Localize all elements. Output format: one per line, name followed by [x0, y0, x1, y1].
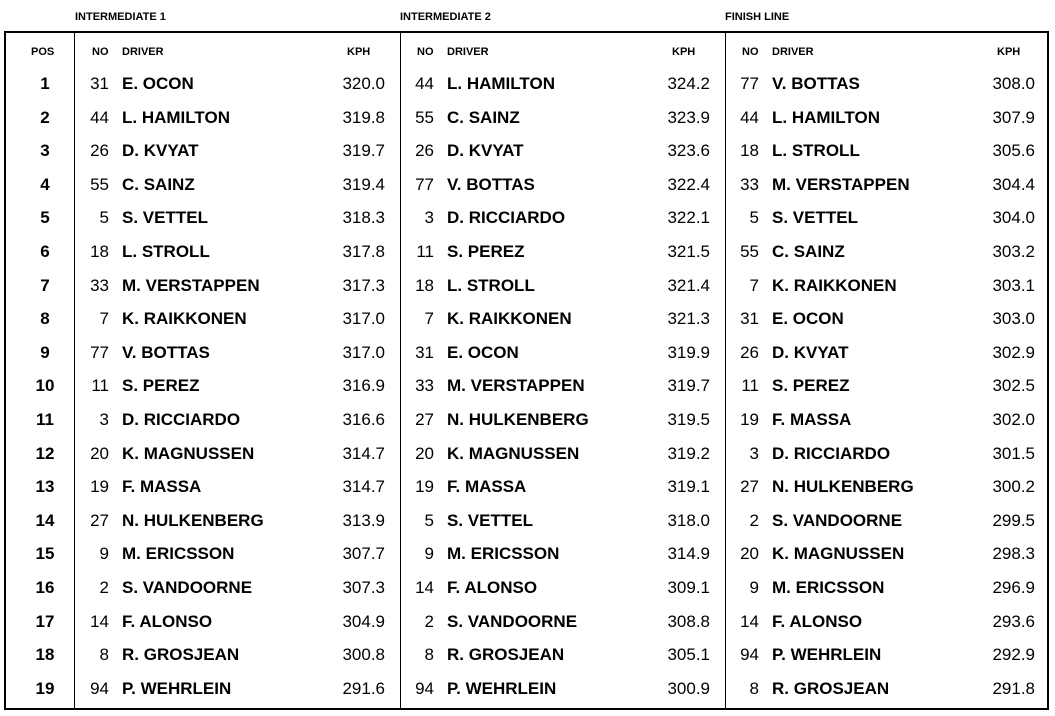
speed-value: 291.8 — [992, 678, 1035, 698]
position-number: 6 — [40, 242, 50, 261]
driver-header: DRIVER — [122, 46, 164, 58]
car-number: 55 — [415, 107, 434, 127]
car-number: 5 — [99, 208, 109, 228]
car-number: 55 — [740, 242, 759, 261]
speed-value: 317.0 — [342, 309, 385, 329]
speed-value: 319.2 — [667, 443, 710, 463]
car-number: 31 — [740, 309, 759, 329]
driver-name: K. MAGNUSSEN — [447, 443, 580, 463]
driver-name: F. MASSA — [122, 477, 202, 497]
car-number: 2 — [99, 578, 109, 597]
position-number: 7 — [40, 275, 50, 295]
section-title: INTERMEDIATE 2 — [400, 11, 491, 23]
column-divider — [74, 33, 75, 708]
car-number: 20 — [415, 443, 434, 463]
speed-value: 308.0 — [992, 74, 1035, 93]
pos-header: POS — [31, 46, 55, 58]
speed-value: 319.9 — [667, 342, 710, 362]
car-number: 31 — [90, 74, 109, 93]
driver-name: F. ALONSO — [772, 611, 863, 631]
car-number: 14 — [740, 611, 759, 631]
driver-name: L. STROLL — [122, 242, 210, 261]
column-divider — [725, 33, 726, 708]
driver-name: K. RAIKKONEN — [122, 309, 247, 329]
driver-name: S. VETTEL — [772, 208, 858, 228]
speed-value: 318.3 — [342, 208, 385, 228]
driver-name: N. HULKENBERG — [772, 477, 914, 497]
car-number: 8 — [99, 645, 109, 665]
no-header: NO — [92, 46, 109, 58]
position-number: 16 — [35, 578, 55, 597]
position-number: 8 — [40, 309, 50, 329]
driver-name: R. GROSJEAN — [122, 645, 240, 665]
kph-header: KPH — [672, 46, 696, 58]
driver-name: R. GROSJEAN — [772, 678, 890, 698]
no-header: NO — [417, 46, 434, 58]
car-number: 27 — [415, 410, 434, 429]
driver-name: P. WEHRLEIN — [122, 678, 232, 698]
position-number: 15 — [35, 544, 55, 564]
speed-value: 303.1 — [992, 275, 1035, 295]
table-frame — [4, 31, 1049, 710]
section-title: INTERMEDIATE 1 — [75, 11, 166, 23]
driver-name: S. PEREZ — [122, 376, 200, 396]
car-number: 7 — [424, 309, 434, 329]
driver-name: V. BOTTAS — [122, 342, 210, 362]
speed-value: 321.5 — [667, 242, 710, 261]
driver-name: S. VANDOORNE — [122, 578, 253, 597]
car-number: 5 — [749, 208, 759, 228]
speed-value: 307.9 — [992, 107, 1035, 127]
car-number: 33 — [90, 275, 109, 295]
car-number: 3 — [424, 208, 434, 228]
car-number: 55 — [90, 174, 109, 194]
driver-name: N. HULKENBERG — [122, 510, 264, 530]
driver-name: M. VERSTAPPEN — [447, 376, 585, 396]
car-number: 31 — [415, 342, 434, 362]
speed-value: 322.4 — [667, 174, 710, 194]
car-number: 8 — [749, 678, 759, 698]
driver-name: D. RICCIARDO — [122, 410, 241, 429]
driver-name: K. RAIKKONEN — [447, 309, 572, 329]
car-number: 19 — [90, 477, 109, 497]
speed-value: 324.2 — [667, 74, 710, 93]
driver-name: S. VETTEL — [122, 208, 208, 228]
driver-name: E. OCON — [122, 74, 194, 93]
speed-value: 316.9 — [342, 376, 385, 396]
car-number: 19 — [415, 477, 434, 497]
car-number: 2 — [749, 510, 759, 530]
driver-header: DRIVER — [447, 46, 489, 58]
speed-value: 304.4 — [992, 174, 1035, 194]
speed-value: 302.0 — [992, 410, 1035, 429]
speed-value: 321.3 — [667, 309, 710, 329]
speed-value: 300.2 — [992, 477, 1035, 497]
car-number: 44 — [90, 107, 109, 127]
driver-name: S. PEREZ — [447, 242, 525, 261]
speed-value: 303.2 — [992, 242, 1035, 261]
speed-value: 308.8 — [667, 611, 710, 631]
speed-value: 319.5 — [667, 410, 710, 429]
driver-name: D. KVYAT — [122, 141, 199, 161]
position-number: 2 — [40, 107, 50, 127]
driver-name: C. SAINZ — [772, 242, 845, 261]
position-number: 9 — [40, 342, 50, 362]
speed-value: 304.9 — [342, 611, 385, 631]
driver-name: M. VERSTAPPEN — [122, 275, 260, 295]
driver-name: L. HAMILTON — [447, 74, 555, 93]
driver-name: R. GROSJEAN — [447, 645, 565, 665]
car-number: 3 — [749, 443, 759, 463]
speed-value: 314.7 — [342, 477, 385, 497]
driver-name: L. STROLL — [447, 275, 535, 295]
speed-value: 309.1 — [667, 578, 710, 597]
speed-value: 319.1 — [667, 477, 710, 497]
car-number: 14 — [415, 578, 434, 597]
car-number: 77 — [90, 342, 109, 362]
driver-name: S. VANDOORNE — [447, 611, 578, 631]
driver-name: N. HULKENBERG — [447, 410, 589, 429]
car-number: 11 — [741, 376, 759, 396]
position-number: 3 — [40, 141, 50, 161]
driver-name: L. STROLL — [772, 141, 860, 161]
position-number: 18 — [35, 645, 55, 665]
car-number: 26 — [415, 141, 434, 161]
car-number: 14 — [90, 611, 109, 631]
driver-name: M. ERICSSON — [447, 544, 560, 564]
position-number: 14 — [35, 510, 55, 530]
car-number: 94 — [415, 678, 434, 698]
position-number: 13 — [35, 477, 55, 497]
driver-name: C. SAINZ — [447, 107, 520, 127]
driver-header: DRIVER — [772, 46, 814, 58]
car-number: 20 — [740, 544, 759, 564]
kph-header: KPH — [997, 46, 1021, 58]
speed-value: 292.9 — [992, 645, 1035, 665]
kph-header: KPH — [347, 46, 371, 58]
speed-value: 299.5 — [992, 510, 1035, 530]
driver-name: D. KVYAT — [447, 141, 524, 161]
speed-value: 319.4 — [342, 174, 385, 194]
car-number: 44 — [740, 107, 759, 127]
speed-value: 320.0 — [342, 74, 385, 93]
position-number: 10 — [35, 376, 55, 396]
driver-name: M. VERSTAPPEN — [772, 174, 910, 194]
car-number: 19 — [740, 410, 759, 429]
car-number: 11 — [91, 376, 109, 396]
car-number: 7 — [99, 309, 109, 329]
driver-name: D. RICCIARDO — [772, 443, 891, 463]
speed-value: 323.6 — [667, 141, 710, 161]
car-number: 26 — [740, 342, 759, 362]
car-number: 5 — [424, 510, 434, 530]
speed-value: 319.8 — [342, 107, 385, 127]
car-number: 77 — [740, 74, 759, 93]
speed-value: 317.3 — [342, 275, 385, 295]
car-number: 7 — [749, 275, 759, 295]
car-number: 20 — [90, 443, 109, 463]
driver-name: F. ALONSO — [122, 611, 213, 631]
driver-name: D. KVYAT — [772, 342, 849, 362]
driver-name: K. MAGNUSSEN — [122, 443, 255, 463]
speed-value: 302.5 — [992, 376, 1035, 396]
driver-name: F. MASSA — [772, 410, 852, 429]
car-number: 18 — [90, 242, 109, 261]
speed-value: 317.0 — [342, 342, 385, 362]
speed-value: 319.7 — [667, 376, 710, 396]
speed-value: 303.0 — [992, 309, 1035, 329]
speed-value: 322.1 — [667, 208, 710, 228]
driver-name: S. PEREZ — [772, 376, 850, 396]
car-number: 11 — [416, 242, 434, 261]
speed-value: 313.9 — [342, 510, 385, 530]
car-number: 2 — [424, 611, 434, 631]
car-number: 8 — [424, 645, 434, 665]
car-number: 9 — [749, 578, 759, 597]
speed-value: 316.6 — [342, 410, 385, 429]
speed-value: 319.7 — [342, 141, 385, 161]
speed-value: 300.9 — [667, 678, 710, 698]
position-number: 11 — [36, 410, 54, 429]
car-number: 18 — [740, 141, 759, 161]
car-number: 18 — [415, 275, 434, 295]
driver-name: M. ERICSSON — [122, 544, 235, 564]
driver-name: K. RAIKKONEN — [772, 275, 897, 295]
driver-name: C. SAINZ — [122, 174, 195, 194]
speed-value: 307.3 — [342, 578, 385, 597]
driver-name: S. VETTEL — [447, 510, 533, 530]
position-number: 17 — [35, 611, 55, 631]
car-number: 44 — [415, 74, 434, 93]
no-header: NO — [742, 46, 759, 58]
driver-name: P. WEHRLEIN — [772, 645, 882, 665]
speed-value: 317.8 — [342, 242, 385, 261]
position-number: 19 — [35, 678, 55, 698]
speed-value: 314.9 — [667, 544, 710, 564]
driver-name: K. MAGNUSSEN — [772, 544, 905, 564]
speed-value: 305.1 — [667, 645, 710, 665]
speed-value: 302.9 — [992, 342, 1035, 362]
speed-value: 291.6 — [342, 678, 385, 698]
speed-value: 304.0 — [992, 208, 1035, 228]
speed-value: 296.9 — [992, 578, 1035, 597]
speed-value: 293.6 — [992, 611, 1035, 631]
column-divider — [400, 33, 401, 708]
driver-name: M. ERICSSON — [772, 578, 885, 597]
car-number: 33 — [415, 376, 434, 396]
car-number: 3 — [99, 410, 109, 429]
speed-value: 323.9 — [667, 107, 710, 127]
section-title: FINISH LINE — [725, 11, 790, 23]
position-number: 1 — [40, 74, 50, 93]
car-number: 27 — [740, 477, 759, 497]
position-number: 4 — [40, 174, 50, 194]
car-number: 27 — [90, 510, 109, 530]
driver-name: E. OCON — [447, 342, 519, 362]
speed-value: 305.6 — [992, 141, 1035, 161]
car-number: 94 — [740, 645, 759, 665]
driver-name: F. MASSA — [447, 477, 527, 497]
driver-name: P. WEHRLEIN — [447, 678, 557, 698]
speed-value: 298.3 — [992, 544, 1035, 564]
driver-name: E. OCON — [772, 309, 844, 329]
driver-name: F. ALONSO — [447, 578, 538, 597]
speed-value: 307.7 — [342, 544, 385, 564]
driver-name: V. BOTTAS — [772, 74, 860, 93]
car-number: 77 — [415, 174, 434, 194]
speed-value: 321.4 — [667, 275, 710, 295]
car-number: 26 — [90, 141, 109, 161]
car-number: 9 — [99, 544, 109, 564]
driver-name: S. VANDOORNE — [772, 510, 903, 530]
speed-value: 300.8 — [342, 645, 385, 665]
car-number: 9 — [424, 544, 434, 564]
speed-value: 314.7 — [342, 443, 385, 463]
driver-name: D. RICCIARDO — [447, 208, 566, 228]
driver-name: V. BOTTAS — [447, 174, 535, 194]
speed-value: 318.0 — [667, 510, 710, 530]
car-number: 33 — [740, 174, 759, 194]
speed-value: 301.5 — [992, 443, 1035, 463]
driver-name: L. HAMILTON — [122, 107, 230, 127]
position-number: 5 — [40, 208, 50, 228]
driver-name: L. HAMILTON — [772, 107, 880, 127]
car-number: 94 — [90, 678, 109, 698]
position-number: 12 — [35, 443, 55, 463]
